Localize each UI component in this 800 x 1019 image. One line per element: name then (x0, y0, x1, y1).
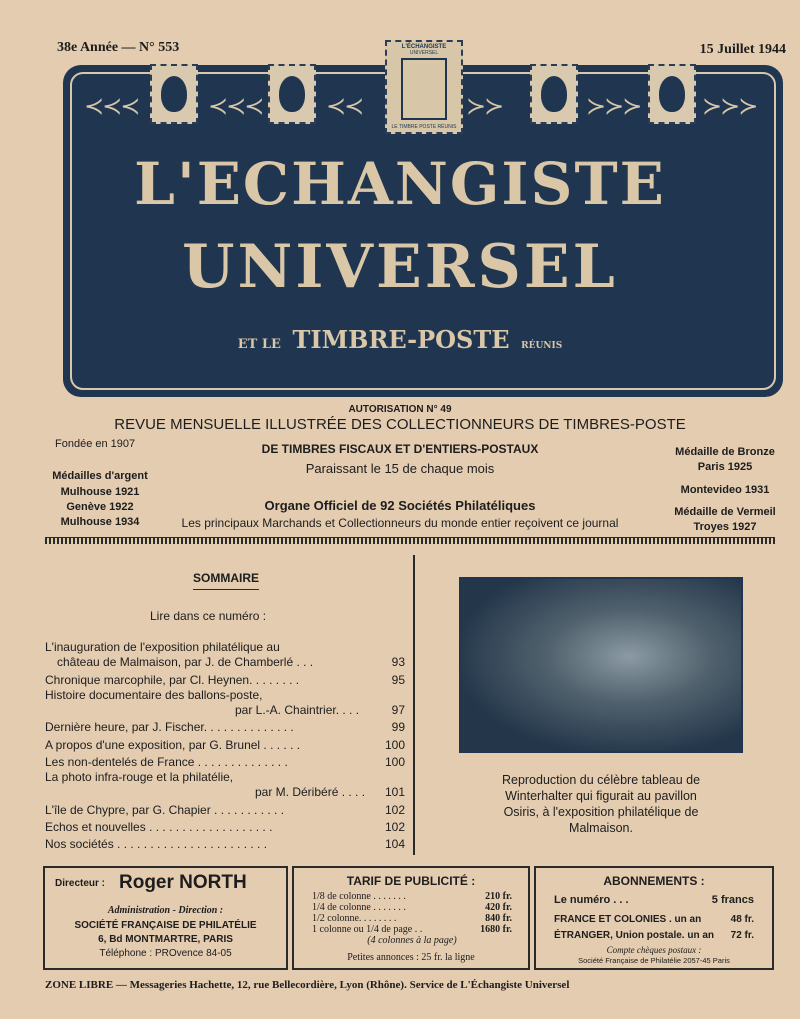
caption-line: Osiris, à l'exposition philatélique de (503, 805, 699, 819)
center-stamp-bottom: LE TIMBRE POSTE RÉUNIS (391, 124, 457, 130)
abo-row (554, 894, 754, 906)
stamp-icon (530, 64, 578, 124)
stamp-icon (648, 64, 696, 124)
toc-item (45, 770, 405, 785)
sommaire-heading: SOMMAIRE (193, 571, 259, 590)
footer-distribution: ZONE LIBRE — Messageries Hachette, 12, rue Bellecordière, Lyon (Rhône). Service de L'Échangiste Universel (45, 979, 570, 991)
ornament-icon: ≻≻≻ (702, 93, 757, 120)
abo-price: 72 fr. (730, 930, 754, 941)
revue-line: REVUE MENSUELLE ILLUSTRÉE DES COLLECTIONNEURS DE TIMBRES-POSTE (114, 416, 686, 433)
abo-heading: ABONNEMENTS : (603, 874, 705, 888)
abo-label: Le numéro . . . (554, 894, 629, 906)
toc-page: 102 (384, 803, 405, 817)
toc-item (45, 655, 405, 670)
toc-text: Les non-dentelés de France . . . . . . . . . . . . . . (45, 755, 288, 769)
toc-item (45, 720, 405, 735)
toc-item (45, 837, 405, 852)
right-medal-2: Paris 1925 (697, 461, 753, 473)
toc-page: 104 (384, 837, 405, 851)
tarif-table (312, 891, 512, 946)
title-line-2: UNIVERSEL (182, 232, 618, 302)
toc-page: 100 (384, 755, 405, 769)
toc-text: château de Malmaison, par J. de Chamberlé . . . (57, 655, 314, 669)
toc-item (45, 755, 405, 770)
issue-number: 38e Année — N° 553 (57, 40, 180, 55)
director-box (43, 866, 288, 970)
subtitle-suffix: RÉUNIS (521, 341, 563, 351)
medals-title: Médailles d'argent (52, 470, 148, 482)
center-stamp-top: L'ÉCHANGISTE (401, 44, 447, 50)
toc-page: 100 (384, 738, 405, 752)
director-label: Directeur : (55, 878, 106, 889)
issue-date: 15 Juillet 1944 (699, 42, 786, 57)
toc-text: Dernière heure, par J. Fischer. . . . . . . . . . . . . . (45, 720, 294, 734)
subtitle-main: TIMBRE-POSTE (292, 325, 510, 354)
toc-text: Echos et nouvelles . . . . . . . . . . . . . . . . . . . (45, 820, 273, 834)
right-medal-5: Troyes 1927 (693, 521, 757, 533)
toc-text: L'île de Chypre, par G. Chapier . . . . . . . . . . . (45, 803, 285, 817)
center-stamp (385, 40, 463, 134)
toc-item (45, 820, 405, 835)
toc-page: 95 (391, 673, 405, 687)
subtitle (0, 325, 800, 354)
marchands-line: Les principaux Marchands et Collectionneurs du monde entier reçoivent ce journal (181, 516, 619, 530)
painting-image (459, 577, 743, 753)
tarif-price: 210 fr. (485, 891, 512, 902)
column-divider (413, 555, 415, 855)
parution-line: Paraissant le 15 de chaque mois (305, 461, 495, 476)
toc-text: Nos sociétés . . . . . . . . . . . . . . . . . . . . . . . (45, 837, 268, 851)
tarif-row (312, 891, 512, 902)
toc-item (45, 785, 405, 800)
stamp-icon (150, 64, 198, 124)
sommaire-intro: Lire dans ce numéro : (150, 609, 267, 623)
society-name: SOCIÉTÉ FRANÇAISE DE PHILATÉLIE (74, 920, 257, 931)
director-name: Roger NORTH (119, 872, 247, 893)
toc-page: 97 (391, 703, 405, 717)
tarif-price: 420 fr. (485, 902, 512, 913)
toc-item (45, 703, 405, 718)
tarif-box (292, 866, 530, 970)
tarif-row (312, 902, 512, 913)
title-line-1: L'ECHANGISTE (134, 150, 666, 218)
medal-2: Genève 1922 (66, 501, 134, 513)
toc-text: par M. Déribéré . . . . (255, 785, 366, 799)
medal-1: Mulhouse 1921 (60, 486, 140, 498)
abo-row (554, 930, 754, 941)
right-medal-1: Médaille de Bronze (675, 446, 775, 458)
center-stamp-sub: UNIVERSEL (409, 50, 439, 56)
cheques-account: Société Française de Philatélie 2057-45 Paris (578, 956, 730, 965)
tarif-price: 840 fr. (485, 913, 512, 924)
small-ads: Petites annonces : 25 fr. la ligne (347, 952, 475, 963)
tarif-label: 1 colonne ou 1/4 de page . . (312, 924, 423, 935)
abo-row (554, 914, 754, 925)
toc-page: 102 (384, 820, 405, 834)
toc-page: 101 (384, 785, 405, 799)
tarif-row (312, 913, 512, 924)
stamp-icon (268, 64, 316, 124)
tarif-note: (4 colonnes à la page) (367, 935, 457, 946)
toc-item (45, 673, 405, 688)
cheques-label: Compte chèques postaux : (606, 945, 702, 955)
toc-text: La photo infra-rouge et la philatélie, (45, 770, 234, 784)
ornament-icon: ≺≺≺ (208, 93, 263, 120)
divider (45, 537, 775, 544)
abo-price: 5 francs (711, 894, 754, 906)
tarif-price: 1680 fr. (480, 924, 512, 935)
ornament-icon: ≻≻≻ (586, 93, 641, 120)
caption-line: Reproduction du célèbre tableau de (501, 773, 701, 787)
society-phone: Téléphone : PROvence 84-05 (99, 948, 232, 959)
painting-caption (455, 772, 747, 836)
toc-text: A propos d'une exposition, par G. Brunel . . . . . . (45, 738, 301, 752)
tarif-label: 1/2 colonne. . . . . . . . (312, 913, 397, 924)
abo-label: FRANCE ET COLONIES . un an (554, 914, 702, 925)
ornament-icon: ≺≺ (326, 93, 363, 120)
organe-line: Organe Officiel de 92 Sociétés Philatéliques (264, 498, 536, 513)
toc-item (45, 688, 405, 703)
founded-note: Fondée en 1907 (55, 438, 136, 450)
toc-text: Histoire documentaire des ballons-poste, (45, 688, 263, 702)
fiscaux-line: DE TIMBRES FISCAUX ET D'ENTIERS-POSTAUX (261, 442, 539, 456)
toc-item (45, 640, 405, 655)
toc-page: 93 (391, 655, 405, 669)
tarif-label: 1/8 de colonne . . . . . . . (312, 891, 406, 902)
tarif-row (312, 924, 512, 935)
abo-label: ÉTRANGER, Union postale. un an (554, 930, 715, 941)
medal-3: Mulhouse 1934 (60, 516, 140, 528)
toc-text: par L.-A. Chaintrier. . . . (235, 703, 360, 717)
ornament-icon: ≻≻ (466, 93, 503, 120)
toc-text: L'inauguration de l'exposition philatélique au (45, 640, 280, 654)
authorisation: AUTORISATION N° 49 (348, 404, 452, 415)
abo-price: 48 fr. (730, 914, 754, 925)
caption-line: Winterhalter qui figurait au pavillon (505, 789, 697, 803)
subscriptions-box (534, 866, 774, 970)
toc-item (45, 738, 405, 753)
society-address: 6, Bd MONTMARTRE, PARIS (98, 934, 233, 945)
right-medal-3: Montevideo 1931 (680, 484, 770, 496)
tarif-label: 1/4 de colonne . . . . . . . (312, 902, 406, 913)
toc-item (45, 803, 405, 818)
tarif-heading: TARIF DE PUBLICITÉ : (346, 874, 476, 888)
ornament-icon: ≺≺≺ (84, 93, 139, 120)
allegory-figure-icon (401, 58, 447, 120)
admin-label: Administration - Direction : (107, 905, 224, 916)
toc-text: Chronique marcophile, par Cl. Heynen. . . . . . . . (45, 673, 300, 687)
caption-line: Malmaison. (569, 821, 633, 835)
toc-page: 99 (391, 720, 405, 734)
right-medal-4: Médaille de Vermeil (674, 506, 776, 518)
subtitle-prefix: ET LE (237, 337, 281, 352)
